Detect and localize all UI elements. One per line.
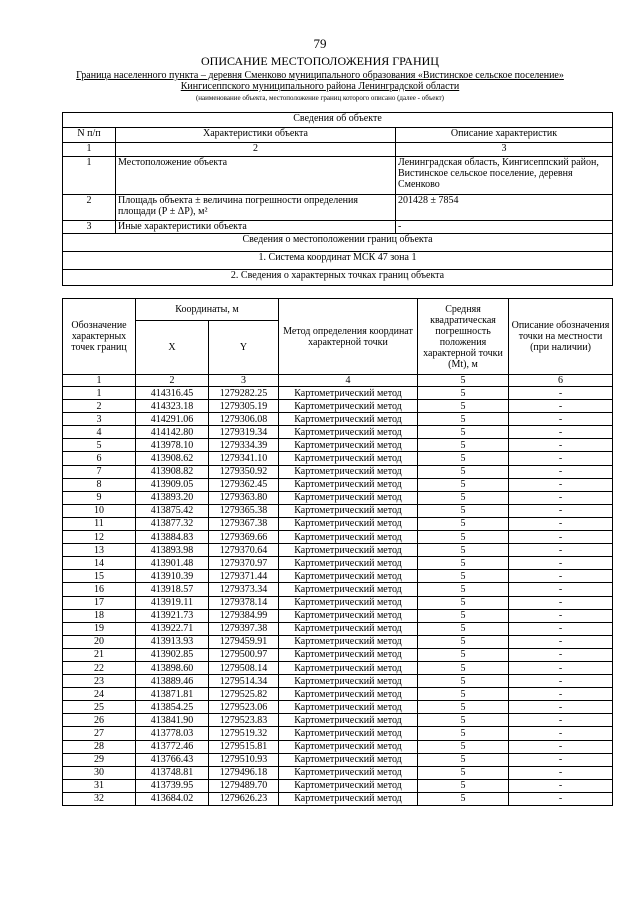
accuracy: 5 — [418, 531, 509, 544]
coord-y: 1279305.19 — [209, 400, 279, 413]
point-description: - — [509, 400, 613, 413]
table-row — [63, 792, 613, 805]
column-number: 2 — [116, 143, 396, 157]
accuracy: 5 — [418, 570, 509, 583]
coord-y: 1279362.45 — [209, 478, 279, 491]
coord-y: 1279397.38 — [209, 622, 279, 635]
characteristic-value: 201428 ± 7854 — [396, 195, 613, 221]
header-coordinates: Координаты, м — [136, 299, 279, 321]
column-number: 2 — [136, 375, 209, 387]
table-row — [63, 570, 613, 583]
coord-y: 1279525.82 — [209, 688, 279, 701]
coord-x: 413919.11 — [136, 596, 209, 609]
method: Картометрический метод — [279, 766, 418, 779]
accuracy: 5 — [418, 439, 509, 452]
point-label: 29 — [63, 753, 136, 766]
table-row — [63, 465, 613, 478]
coord-y: 1279367.38 — [209, 517, 279, 530]
object-info-section-title: Сведения об объекте — [63, 113, 613, 128]
point-description: - — [509, 531, 613, 544]
table-row — [63, 221, 613, 234]
row-number: 2 — [63, 195, 116, 221]
table-row — [63, 661, 613, 674]
method: Картометрический метод — [279, 596, 418, 609]
method: Картометрический метод — [279, 661, 418, 674]
accuracy: 5 — [418, 622, 509, 635]
coord-x: 413778.03 — [136, 727, 209, 740]
point-label: 8 — [63, 478, 136, 491]
accuracy: 5 — [418, 596, 509, 609]
subtitle-note: (наименование объекта, местоположение границ которого описано (далее - объект) — [195, 94, 445, 102]
coord-x: 413884.83 — [136, 531, 209, 544]
method: Картометрический метод — [279, 701, 418, 714]
point-description: - — [509, 766, 613, 779]
coord-y: 1279319.34 — [209, 426, 279, 439]
coord-y: 1279508.14 — [209, 661, 279, 674]
accuracy: 5 — [418, 714, 509, 727]
point-label: 20 — [63, 635, 136, 648]
coord-x: 413978.10 — [136, 439, 209, 452]
method: Картометрический метод — [279, 413, 418, 426]
table-row — [63, 596, 613, 609]
coord-y: 1279363.80 — [209, 491, 279, 504]
accuracy: 5 — [418, 740, 509, 753]
point-label: 6 — [63, 452, 136, 465]
table-row — [63, 387, 613, 400]
coord-y: 1279514.34 — [209, 675, 279, 688]
point-description: - — [509, 583, 613, 596]
coord-y: 1279523.06 — [209, 701, 279, 714]
coord-x: 413889.46 — [136, 675, 209, 688]
point-label: 7 — [63, 465, 136, 478]
coord-y: 1279370.97 — [209, 557, 279, 570]
coord-y: 1279282.25 — [209, 387, 279, 400]
characteristic-name: Местоположение объекта — [116, 157, 396, 195]
object-info-table — [62, 112, 613, 286]
point-description: - — [509, 609, 613, 622]
table-row — [63, 439, 613, 452]
points-body — [63, 387, 613, 806]
column-number: 5 — [418, 375, 509, 387]
coord-y: 1279341.10 — [209, 452, 279, 465]
header-x: X — [136, 321, 209, 375]
point-description: - — [509, 740, 613, 753]
method: Картометрический метод — [279, 740, 418, 753]
accuracy: 5 — [418, 452, 509, 465]
table-row — [63, 544, 613, 557]
table-row — [63, 413, 613, 426]
method: Картометрический метод — [279, 544, 418, 557]
coord-y: 1279371.44 — [209, 570, 279, 583]
method: Картометрический метод — [279, 491, 418, 504]
point-description: - — [509, 648, 613, 661]
accuracy: 5 — [418, 544, 509, 557]
coord-x: 414291.06 — [136, 413, 209, 426]
point-label: 21 — [63, 648, 136, 661]
method: Картометрический метод — [279, 675, 418, 688]
method: Картометрический метод — [279, 517, 418, 530]
accuracy: 5 — [418, 648, 509, 661]
header-point-label: Обозначение характерных точек границ — [63, 299, 136, 375]
coord-y: 1279459.91 — [209, 635, 279, 648]
method: Картометрический метод — [279, 452, 418, 465]
table-row — [63, 531, 613, 544]
header-npp: N п/п — [63, 128, 116, 143]
characteristic-value: - — [396, 221, 613, 234]
point-label: 10 — [63, 504, 136, 517]
method: Картометрический метод — [279, 753, 418, 766]
point-description: - — [509, 517, 613, 530]
method: Картометрический метод — [279, 387, 418, 400]
accuracy: 5 — [418, 413, 509, 426]
point-description: - — [509, 622, 613, 635]
coord-x: 413908.82 — [136, 465, 209, 478]
point-label: 26 — [63, 714, 136, 727]
method: Картометрический метод — [279, 531, 418, 544]
coord-x: 413893.20 — [136, 491, 209, 504]
coord-x: 413877.32 — [136, 517, 209, 530]
method: Картометрический метод — [279, 439, 418, 452]
header-description: Описание характеристик — [396, 128, 613, 143]
table-row — [63, 452, 613, 465]
method: Картометрический метод — [279, 583, 418, 596]
accuracy: 5 — [418, 478, 509, 491]
table-row — [63, 648, 613, 661]
accuracy: 5 — [418, 779, 509, 792]
method: Картометрический метод — [279, 478, 418, 491]
accuracy: 5 — [418, 465, 509, 478]
table-row — [63, 478, 613, 491]
point-description: - — [509, 478, 613, 491]
point-description: - — [509, 701, 613, 714]
point-label: 22 — [63, 661, 136, 674]
table-row — [63, 195, 613, 221]
coord-x: 414316.45 — [136, 387, 209, 400]
method: Картометрический метод — [279, 635, 418, 648]
accuracy: 5 — [418, 557, 509, 570]
boundary-points-table — [62, 298, 613, 806]
accuracy: 5 — [418, 609, 509, 622]
accuracy: 5 — [418, 753, 509, 766]
characteristic-name: Иные характеристики объекта — [116, 221, 396, 234]
coord-x: 414142.80 — [136, 426, 209, 439]
point-label: 13 — [63, 544, 136, 557]
table-row — [63, 609, 613, 622]
point-label: 19 — [63, 622, 136, 635]
method: Картометрический метод — [279, 648, 418, 661]
table-row — [63, 688, 613, 701]
table-row — [63, 504, 613, 517]
point-description: - — [509, 635, 613, 648]
table-row — [63, 714, 613, 727]
accuracy: 5 — [418, 701, 509, 714]
accuracy: 5 — [418, 504, 509, 517]
point-label: 14 — [63, 557, 136, 570]
coordinate-system: 1. Система координат МСК 47 зона 1 — [63, 252, 613, 270]
coord-y: 1279370.64 — [209, 544, 279, 557]
point-label: 12 — [63, 531, 136, 544]
accuracy: 5 — [418, 517, 509, 530]
coord-x: 413766.43 — [136, 753, 209, 766]
method: Картометрический метод — [279, 570, 418, 583]
coord-x: 413854.25 — [136, 701, 209, 714]
point-label: 3 — [63, 413, 136, 426]
column-number: 3 — [209, 375, 279, 387]
point-description: - — [509, 491, 613, 504]
point-description: - — [509, 753, 613, 766]
coord-y: 1279510.93 — [209, 753, 279, 766]
point-description: - — [509, 727, 613, 740]
page-number: 79 — [313, 36, 327, 51]
coord-x: 413875.42 — [136, 504, 209, 517]
accuracy: 5 — [418, 387, 509, 400]
table-row — [63, 400, 613, 413]
coord-x: 413913.93 — [136, 635, 209, 648]
point-description: - — [509, 465, 613, 478]
accuracy: 5 — [418, 635, 509, 648]
coord-y: 1279350.92 — [209, 465, 279, 478]
accuracy: 5 — [418, 661, 509, 674]
characteristic-name: Площадь объекта ± величина погрешности определения площади (Р ± ΔР), м² — [116, 195, 396, 221]
coord-x: 413909.05 — [136, 478, 209, 491]
coord-x: 413910.39 — [136, 570, 209, 583]
coord-x: 414323.18 — [136, 400, 209, 413]
table-row — [63, 753, 613, 766]
method: Картометрический метод — [279, 465, 418, 478]
coord-y: 1279496.18 — [209, 766, 279, 779]
table-row — [63, 675, 613, 688]
point-description: - — [509, 426, 613, 439]
point-label: 25 — [63, 701, 136, 714]
coord-y: 1279515.81 — [209, 740, 279, 753]
coord-x: 413902.85 — [136, 648, 209, 661]
column-number: 1 — [63, 375, 136, 387]
coord-x: 413893.98 — [136, 544, 209, 557]
point-label: 31 — [63, 779, 136, 792]
column-number: 1 — [63, 143, 116, 157]
column-number: 3 — [396, 143, 613, 157]
coord-x: 413841.90 — [136, 714, 209, 727]
coord-y: 1279626.23 — [209, 792, 279, 805]
header-point-description: Описание обозначения точки на местности (при наличии) — [509, 299, 613, 375]
table-row — [63, 426, 613, 439]
point-description: - — [509, 413, 613, 426]
coord-x: 413901.48 — [136, 557, 209, 570]
coord-y: 1279384.99 — [209, 609, 279, 622]
point-description: - — [509, 439, 613, 452]
table-row — [63, 491, 613, 504]
table-row — [63, 779, 613, 792]
subtitle-line-1: Граница населенного пункта – деревня Сменково муниципального образования «Вистинское сельское поселение» — [76, 70, 564, 81]
point-description: - — [509, 504, 613, 517]
method: Картометрический метод — [279, 557, 418, 570]
point-description: - — [509, 792, 613, 805]
accuracy: 5 — [418, 727, 509, 740]
point-description: - — [509, 452, 613, 465]
coord-x: 413922.71 — [136, 622, 209, 635]
point-label: 15 — [63, 570, 136, 583]
coord-x: 413908.62 — [136, 452, 209, 465]
point-label: 11 — [63, 517, 136, 530]
header-characteristics: Характеристики объекта — [116, 128, 396, 143]
table-row — [63, 517, 613, 530]
column-number: 6 — [509, 375, 613, 387]
method: Картометрический метод — [279, 727, 418, 740]
point-label: 5 — [63, 439, 136, 452]
coord-y: 1279334.39 — [209, 439, 279, 452]
point-description: - — [509, 387, 613, 400]
coord-x: 413772.46 — [136, 740, 209, 753]
coord-y: 1279519.32 — [209, 727, 279, 740]
method: Картометрический метод — [279, 622, 418, 635]
point-label: 30 — [63, 766, 136, 779]
point-description: - — [509, 557, 613, 570]
point-description: - — [509, 714, 613, 727]
method: Картометрический метод — [279, 779, 418, 792]
characteristic-value: Ленинградская область, Кингисеппский район, Вистинское сельское поселение, деревня Сменково — [396, 157, 613, 195]
point-label: 32 — [63, 792, 136, 805]
table-row — [63, 157, 613, 195]
coord-y: 1279369.66 — [209, 531, 279, 544]
method: Картометрический метод — [279, 400, 418, 413]
page-title: ОПИСАНИЕ МЕСТОПОЛОЖЕНИЯ ГРАНИЦ — [201, 54, 439, 68]
accuracy: 5 — [418, 675, 509, 688]
accuracy: 5 — [418, 491, 509, 504]
point-label: 9 — [63, 491, 136, 504]
method: Картометрический метод — [279, 609, 418, 622]
header-y: Y — [209, 321, 279, 375]
point-description: - — [509, 779, 613, 792]
coord-x: 413748.81 — [136, 766, 209, 779]
point-label: 16 — [63, 583, 136, 596]
coord-x: 413684.02 — [136, 792, 209, 805]
method: Картометрический метод — [279, 426, 418, 439]
boundary-section-title: Сведения о местоположении границ объекта — [63, 234, 613, 252]
table-row — [63, 557, 613, 570]
table-row — [63, 727, 613, 740]
points-section-title: 2. Сведения о характерных точках границ объекта — [63, 270, 613, 286]
point-description: - — [509, 544, 613, 557]
row-number: 1 — [63, 157, 116, 195]
coord-x: 413898.60 — [136, 661, 209, 674]
method: Картометрический метод — [279, 688, 418, 701]
table-row — [63, 622, 613, 635]
header-method: Метод определения координат характерной точки — [279, 299, 418, 375]
table-row — [63, 740, 613, 753]
point-label: 28 — [63, 740, 136, 753]
coord-y: 1279365.38 — [209, 504, 279, 517]
table-row — [63, 766, 613, 779]
point-label: 23 — [63, 675, 136, 688]
method: Картометрический метод — [279, 504, 418, 517]
row-number: 3 — [63, 221, 116, 234]
coord-x: 413918.57 — [136, 583, 209, 596]
point-label: 2 — [63, 400, 136, 413]
point-label: 24 — [63, 688, 136, 701]
coord-x: 413739.95 — [136, 779, 209, 792]
coord-y: 1279500.97 — [209, 648, 279, 661]
accuracy: 5 — [418, 688, 509, 701]
point-label: 27 — [63, 727, 136, 740]
point-description: - — [509, 596, 613, 609]
point-description: - — [509, 688, 613, 701]
table-row — [63, 635, 613, 648]
column-number: 4 — [279, 375, 418, 387]
accuracy: 5 — [418, 426, 509, 439]
coord-y: 1279378.14 — [209, 596, 279, 609]
coord-y: 1279489.70 — [209, 779, 279, 792]
point-label: 4 — [63, 426, 136, 439]
coord-x: 413871.81 — [136, 688, 209, 701]
point-description: - — [509, 570, 613, 583]
accuracy: 5 — [418, 400, 509, 413]
point-label: 18 — [63, 609, 136, 622]
coord-y: 1279306.08 — [209, 413, 279, 426]
method: Картометрический метод — [279, 792, 418, 805]
point-label: 1 — [63, 387, 136, 400]
point-label: 17 — [63, 596, 136, 609]
coord-x: 413921.73 — [136, 609, 209, 622]
accuracy: 5 — [418, 766, 509, 779]
method: Картометрический метод — [279, 714, 418, 727]
point-description: - — [509, 661, 613, 674]
accuracy: 5 — [418, 583, 509, 596]
subtitle-line-2: Кингисеппского муниципального района Ленинградской области — [180, 81, 460, 92]
point-description: - — [509, 675, 613, 688]
table-row — [63, 701, 613, 714]
accuracy: 5 — [418, 792, 509, 805]
coord-y: 1279523.83 — [209, 714, 279, 727]
table-row — [63, 583, 613, 596]
header-accuracy: Средняя квадратическая погрешность положения характерной точки (Mt), м — [418, 299, 509, 375]
coord-y: 1279373.34 — [209, 583, 279, 596]
